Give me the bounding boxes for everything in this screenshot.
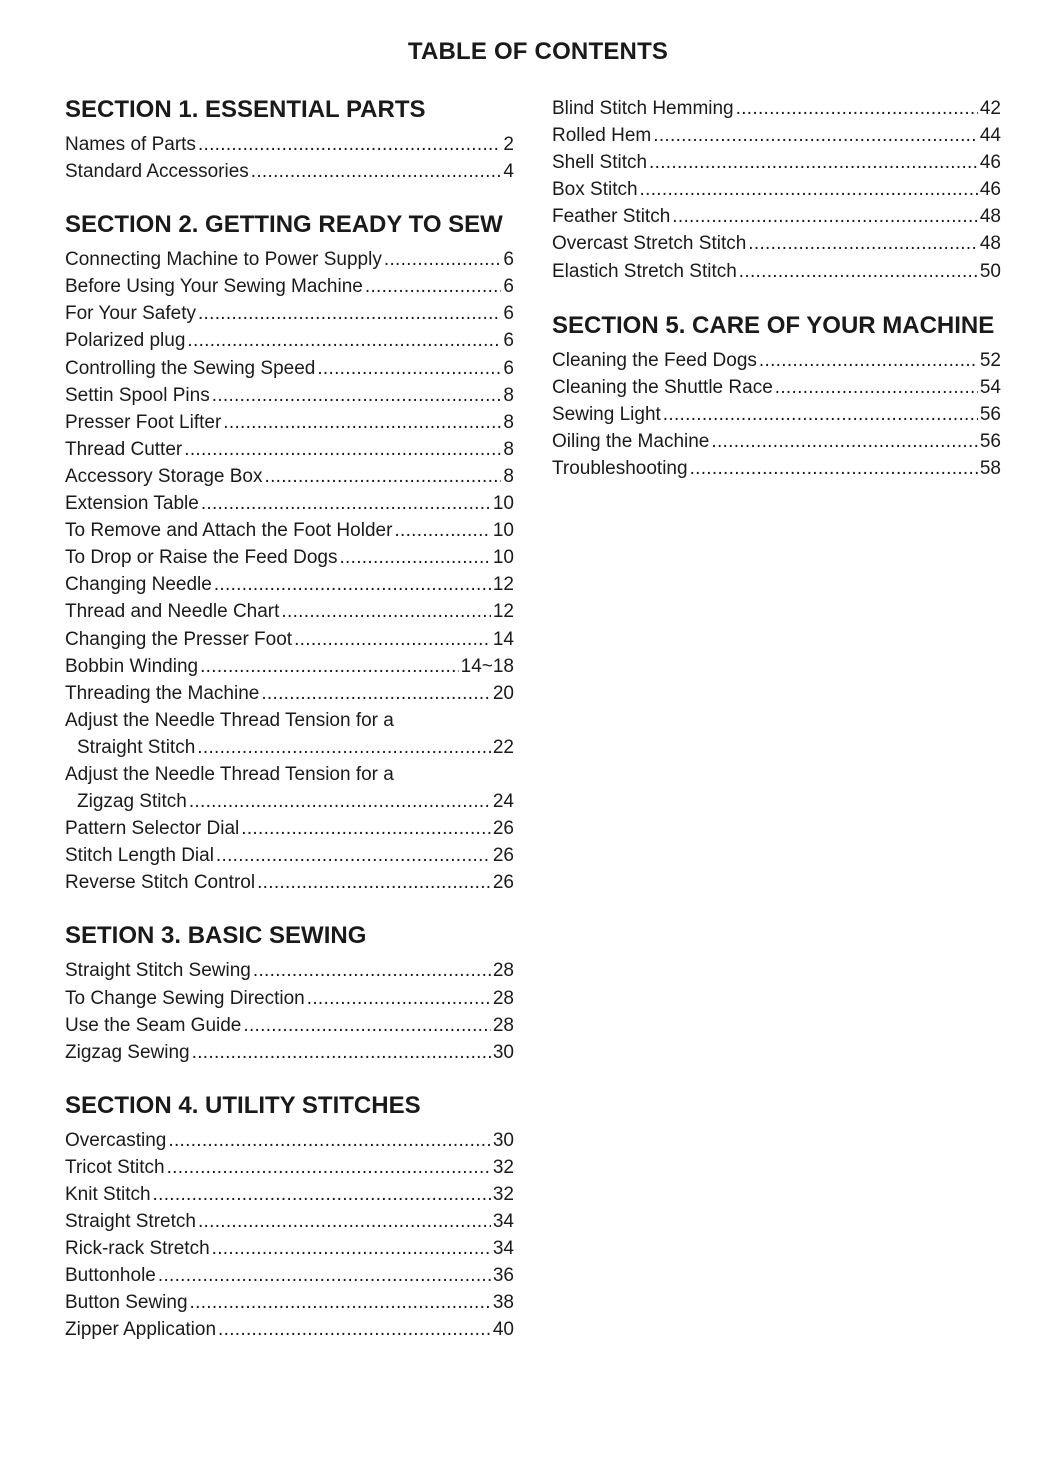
toc-entry-label: Box Stitch — [552, 179, 638, 201]
dot-leader — [653, 122, 978, 149]
toc-entry-zigzag-stitch[interactable] — [65, 788, 514, 815]
toc-entry-troubleshooting[interactable] — [552, 455, 1001, 482]
toc-entry-label: Knit Stitch — [65, 1184, 151, 1205]
toc-entry-to-remove-and-attach-the-foot-holder[interactable] — [65, 517, 514, 544]
dot-leader — [200, 653, 459, 680]
dot-leader — [281, 598, 490, 625]
page-number: 56 — [979, 430, 1001, 452]
dot-leader — [214, 571, 491, 598]
page-number: 56 — [979, 403, 1001, 425]
toc-entry-label: Rick-rack Stretch — [65, 1238, 210, 1260]
toc-entry-label: Rolled Hem — [552, 125, 652, 147]
page-number: 10 — [492, 493, 514, 515]
dot-leader — [690, 455, 978, 482]
toc-entry-knit-stitch[interactable] — [65, 1181, 514, 1208]
page-number: 52 — [979, 349, 1001, 371]
dot-leader — [192, 1039, 491, 1066]
toc-entry-label: Before Using Your Sewing Machine — [65, 276, 363, 298]
section-heading: SECTION 4. UTILITY STITCHES — [65, 1091, 421, 1119]
page-number: 30 — [492, 1041, 514, 1063]
page-number: 6 — [503, 330, 514, 352]
toc-entry-label: Controlling the Sewing Speed — [65, 357, 316, 379]
dot-leader — [243, 1012, 490, 1039]
toc-entry-stitch-length-dial[interactable] — [65, 842, 514, 869]
toc-entry-label: Stitch Length Dial — [65, 845, 214, 867]
toc-entry-presser-foot-lifter[interactable] — [65, 409, 514, 436]
page-number: 14~18 — [460, 655, 514, 677]
page-number: 28 — [492, 1014, 514, 1036]
dot-leader — [257, 869, 491, 896]
toc-entry-standard-accessories[interactable] — [65, 158, 514, 185]
toc-entry-overcast-stretch-stitch[interactable] — [552, 230, 1001, 257]
toc-entry-for-your-safety[interactable] — [65, 300, 514, 327]
section-heading: SETION 3. BASIC SEWING — [65, 922, 367, 950]
toc-entry-label: Troubleshooting — [552, 458, 688, 480]
page-number: 26 — [492, 872, 514, 894]
section-heading: SECTION 1. ESSENTIAL PARTS — [65, 96, 426, 123]
dot-leader — [663, 401, 978, 428]
page-number: 50 — [979, 260, 1001, 282]
toc-entry-buttonhole[interactable] — [65, 1262, 514, 1289]
toc-entry-threading-the-machine[interactable] — [65, 680, 514, 707]
toc-entry-blind-stitch-hemming[interactable] — [552, 95, 1001, 122]
toc-entry-pattern-selector-dial[interactable] — [65, 815, 514, 842]
page-number: 32 — [492, 1156, 514, 1178]
dot-leader — [711, 428, 977, 455]
dot-leader — [775, 374, 978, 401]
page-number: 20 — [492, 682, 514, 704]
dot-leader — [198, 1208, 491, 1235]
section-heading: SECTION 5. CARE OF YOUR MACHINE — [552, 311, 995, 339]
page-number: 40 — [492, 1319, 514, 1341]
dot-leader — [187, 327, 501, 354]
dot-leader — [649, 149, 978, 176]
toc-entry-label: Connecting Machine to Power Supply — [65, 249, 382, 271]
toc-entry-accessory-storage-box[interactable] — [65, 463, 514, 490]
toc-entry-straight-stitch-sewing[interactable] — [65, 957, 514, 984]
toc-section — [552, 311, 1001, 482]
toc-entry-label: Shell Stitch — [552, 152, 648, 174]
toc-entry-elastich-stretch-stitch[interactable] — [552, 258, 1001, 285]
toc-entry-label: Bobbin Winding — [65, 655, 199, 677]
dot-leader — [167, 1154, 491, 1181]
page-number: 48 — [979, 206, 1001, 228]
dot-leader — [317, 355, 501, 382]
page-number: 12 — [492, 574, 514, 596]
toc-entry-label: Adjust the Needle Thread Tension for a — [65, 709, 394, 731]
dot-leader — [198, 300, 501, 327]
page-number: 8 — [503, 465, 514, 487]
toc-entry-before-using-your-sewing-machine[interactable] — [65, 273, 514, 300]
page-number: 14 — [492, 628, 514, 650]
toc-entry-label: Pattern Selector Dial — [65, 818, 240, 840]
dot-leader — [294, 626, 491, 653]
toc-entry-label: Cleaning the Shuttle Race — [552, 376, 773, 398]
page-number: 24 — [492, 791, 514, 813]
page-number: 34 — [492, 1238, 514, 1260]
toc-entry-label: Settin Spool Pins — [65, 384, 210, 406]
toc-entry-label: Straight Stretch — [65, 1211, 196, 1233]
toc-entry-extension-table[interactable] — [65, 490, 514, 517]
toc-entry-label: Thread Cutter — [65, 438, 183, 460]
toc-entry-label: To Drop or Raise the Feed Dogs — [65, 547, 338, 569]
toc-entry-label: Zipper Application — [65, 1319, 217, 1341]
dot-leader — [253, 957, 491, 984]
toc-entry-label: Blind Stitch Hemming — [552, 98, 734, 119]
page-number: 42 — [979, 98, 1001, 119]
toc-entry-label: Extension Table — [65, 493, 199, 515]
toc-left-column — [65, 95, 514, 1344]
toc-entry-changing-needle[interactable] — [65, 571, 514, 598]
dot-leader — [198, 131, 501, 158]
page-number: 28 — [492, 987, 514, 1009]
page-number: 22 — [492, 736, 514, 758]
toc-entry-reverse-stitch-control[interactable] — [65, 869, 514, 896]
toc-entry-box-stitch[interactable] — [552, 176, 1001, 203]
page-number: 26 — [492, 818, 514, 840]
toc-entry-label: Overcasting — [65, 1129, 167, 1151]
page-number: 32 — [492, 1184, 514, 1205]
toc-entry-tricot-stitch[interactable] — [65, 1154, 514, 1181]
toc-entry-label: Buttonhole — [65, 1265, 156, 1287]
toc-entry-label: Zigzag Sewing — [65, 1041, 190, 1063]
toc-entry-names-of-parts[interactable] — [65, 131, 514, 158]
dot-leader — [241, 815, 491, 842]
toc-entry-rick-rack-stretch[interactable] — [65, 1235, 514, 1262]
toc-section — [65, 1091, 514, 1344]
dot-leader — [223, 409, 501, 436]
dot-leader — [158, 1262, 491, 1289]
dot-leader — [216, 842, 491, 869]
toc-entry-straight-stretch[interactable] — [65, 1208, 514, 1235]
page-number: 30 — [492, 1129, 514, 1151]
page-number: 44 — [979, 125, 1001, 147]
page-number: 46 — [979, 152, 1001, 174]
toc-entry-label: For Your Safety — [65, 303, 196, 325]
dot-leader — [197, 734, 491, 761]
dot-leader — [212, 382, 502, 409]
toc-entry-cleaning-the-shuttle-race[interactable] — [552, 374, 1001, 401]
toc-entry-label: Feather Stitch — [552, 206, 671, 228]
toc-section — [65, 210, 514, 896]
toc-entry-label: Adjust the Needle Thread Tension for a — [65, 763, 394, 785]
page-number: 12 — [492, 601, 514, 623]
toc-section — [65, 95, 514, 185]
page-number: 36 — [492, 1265, 514, 1287]
toc-entry-oiling-the-machine[interactable] — [552, 428, 1001, 455]
toc-entry-label: Names of Parts — [65, 134, 196, 155]
toc-entry-controlling-the-sewing-speed[interactable] — [65, 355, 514, 382]
page-number: 2 — [503, 134, 514, 155]
toc-entry-settin-spool-pins[interactable] — [65, 382, 514, 409]
dot-leader — [394, 517, 490, 544]
page-number: 6 — [503, 249, 514, 271]
dot-leader — [339, 544, 490, 571]
dot-leader — [168, 1127, 490, 1154]
toc-entry-connecting-machine-to-power-supply[interactable] — [65, 246, 514, 273]
dot-leader — [739, 258, 978, 285]
dot-leader — [736, 95, 978, 122]
toc-entry-button-sewing[interactable] — [65, 1289, 514, 1316]
page-number: 54 — [979, 376, 1001, 398]
page-title: TABLE OF CONTENTS — [407, 38, 669, 65]
toc-entry-label: Use the Seam Guide — [65, 1014, 242, 1036]
toc-entry-shell-stitch[interactable] — [552, 149, 1001, 176]
dot-leader — [264, 463, 501, 490]
dot-leader — [153, 1181, 491, 1208]
toc-entry-straight-stitch[interactable] — [65, 734, 514, 761]
toc-entry-label: Elastich Stretch Stitch — [552, 260, 737, 282]
dot-leader — [189, 788, 491, 815]
toc-entry-sewing-light[interactable] — [552, 401, 1001, 428]
page-number: 58 — [979, 458, 1001, 480]
page-number: 6 — [503, 276, 514, 298]
page-number: 10 — [492, 547, 514, 569]
dot-leader — [307, 985, 491, 1012]
page-number: 34 — [492, 1211, 514, 1233]
toc-entry-label: Polarized plug — [65, 330, 186, 352]
toc-entry-label: Changing the Presser Foot — [65, 628, 293, 650]
dot-leader — [261, 680, 491, 707]
toc-entry-polarized-plug[interactable] — [65, 327, 514, 354]
toc-entry-label: Threading the Machine — [65, 682, 260, 704]
page-number: 8 — [503, 438, 514, 460]
dot-leader — [190, 1289, 491, 1316]
dot-leader — [251, 158, 502, 185]
toc-entry-label: Cleaning the Feed Dogs — [552, 349, 757, 371]
toc-entry-label: Button Sewing — [65, 1292, 188, 1314]
toc-entry-label: Overcast Stretch Stitch — [552, 233, 747, 255]
toc-entry-label: Zigzag Stitch — [77, 791, 187, 813]
page-number: 8 — [503, 411, 514, 433]
toc-entry-to-drop-or-raise-the-feed-dogs[interactable] — [65, 544, 514, 571]
toc-entry-zipper-application[interactable] — [65, 1316, 514, 1343]
page-number: 6 — [503, 357, 514, 379]
toc-entry-rolled-hem[interactable] — [552, 122, 1001, 149]
toc-section — [65, 921, 514, 1065]
toc-entry-overcasting[interactable] — [65, 1127, 514, 1154]
toc-entry-label: Accessory Storage Box — [65, 465, 263, 487]
toc-entry-label: To Remove and Attach the Foot Holder — [65, 520, 393, 542]
dot-leader — [759, 347, 978, 374]
dot-leader — [640, 176, 978, 203]
dot-leader — [201, 490, 491, 517]
toc-entry-zigzag-sewing[interactable] — [65, 1039, 514, 1066]
dot-leader — [212, 1235, 491, 1262]
page-number: 28 — [492, 960, 514, 982]
toc-entry-label: Straight Stitch Sewing — [65, 960, 251, 982]
toc-entry-use-the-seam-guide[interactable] — [65, 1012, 514, 1039]
toc-section — [552, 95, 1001, 285]
toc-entry-feather-stitch[interactable] — [552, 203, 1001, 230]
page-number: 4 — [503, 161, 514, 183]
dot-leader — [218, 1316, 491, 1343]
dot-leader — [384, 246, 502, 273]
toc-entry-label: Presser Foot Lifter — [65, 411, 222, 433]
toc-entry-changing-the-presser-foot[interactable] — [65, 626, 514, 653]
page-number: 10 — [492, 520, 514, 542]
toc-entry-thread-cutter[interactable] — [65, 436, 514, 463]
dot-leader — [184, 436, 501, 463]
toc-entry-label: Changing Needle — [65, 574, 212, 596]
page-number: 46 — [979, 179, 1001, 201]
toc-entry-label: Reverse Stitch Control — [65, 872, 256, 894]
toc-entry-label: Sewing Light — [552, 403, 661, 425]
toc-entry-cleaning-the-feed-dogs[interactable] — [552, 347, 1001, 374]
page-number: 48 — [979, 233, 1001, 255]
page-number: 6 — [503, 303, 514, 325]
dot-leader — [365, 273, 502, 300]
toc-entry-to-change-sewing-direction[interactable] — [65, 985, 514, 1012]
toc-right-column — [552, 95, 1001, 482]
section-heading: SECTION 2. GETTING READY TO SEW — [65, 211, 503, 239]
toc-entry-label: Oiling the Machine — [552, 430, 710, 452]
toc-entry-label: Standard Accessories — [65, 161, 249, 183]
page-number: 8 — [503, 384, 514, 406]
toc-entry-label: Straight Stitch — [77, 736, 196, 758]
dot-leader — [672, 203, 978, 230]
toc-entry-label: To Change Sewing Direction — [65, 987, 305, 1009]
toc-entry-bobbin-winding[interactable] — [65, 653, 514, 680]
toc-entry-label: Thread and Needle Chart — [65, 601, 280, 623]
dot-leader — [748, 230, 978, 257]
toc-entry-label: Tricot Stitch — [65, 1156, 165, 1178]
page-number: 38 — [492, 1292, 514, 1314]
toc-entry-thread-and-needle-chart[interactable] — [65, 598, 514, 625]
page-number: 26 — [492, 845, 514, 867]
